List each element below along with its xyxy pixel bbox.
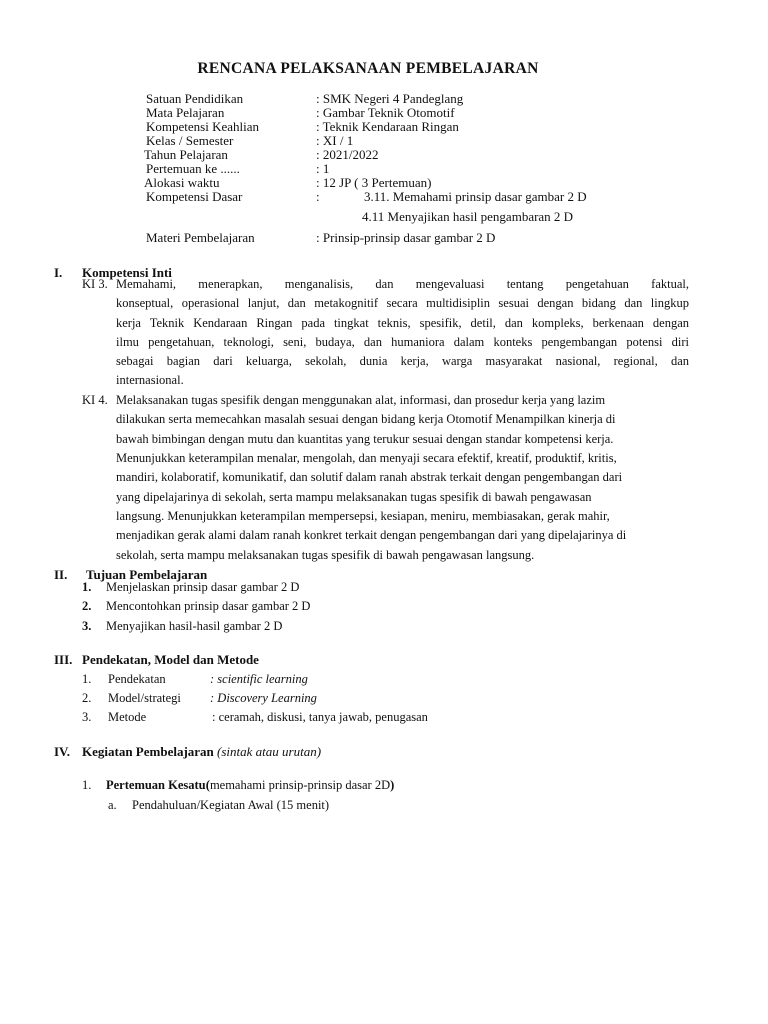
identity-value: : Prinsip-prinsip dasar gambar 2 D: [316, 230, 496, 245]
ki-text-line: konseptual, operasional lanjut, dan metakognitif secara multidisiplin sesuai dengan bidang dan lingkup: [116, 296, 689, 310]
ki-text-line: dilakukan serta memecahkan masalah sesuai dengan bidang kerja Otomotif Menampilkan kinerja di: [116, 412, 616, 426]
list-label: Metode: [108, 710, 147, 724]
list-number: 1.: [82, 672, 92, 686]
identity-label: Kompetensi Keahlian: [146, 119, 259, 134]
section-number: I.: [54, 265, 63, 280]
paren-open: (: [205, 778, 210, 792]
list-label: Pendekatan: [108, 672, 166, 686]
sub-list-number: a.: [108, 798, 117, 812]
list-number: 3.: [82, 619, 92, 633]
identity-label: Materi Pembelajaran: [146, 230, 255, 245]
identity-value: : Teknik Kendaraan Ringan: [316, 119, 459, 134]
section-title-note: (sintak atau urutan): [217, 744, 322, 759]
list-number: 2.: [82, 691, 92, 705]
identity-label: Alokasi waktu: [144, 175, 220, 190]
ki-text-line: menjadikan gerak alami dalam ranah konkret terkait dengan pengembangan dari yang dipelajarinya di: [116, 528, 627, 542]
identity-label: Kompetensi Dasar: [146, 189, 243, 204]
identity-label: Mata Pelajaran: [146, 105, 225, 120]
kd-item: 3.11. Memahami prinsip dasar gambar 2 D: [364, 189, 587, 204]
list-number: 2.: [82, 599, 92, 613]
list-value: : Discovery Learning: [210, 691, 317, 705]
list-item: Menyajikan hasil-hasil gambar 2 D: [106, 619, 283, 633]
identity-label: Pertemuan ke ......: [146, 161, 240, 176]
list-value: : ceramah, diskusi, tanya jawab, penugasan: [212, 710, 428, 724]
ki-text-line: bawah bimbingan dengan mutu dan kuantitas yang terukur sesuai dengan standar kompetensi kerja.: [116, 432, 614, 446]
identity-value: : 12 JP ( 3 Pertemuan): [316, 175, 432, 190]
paren-close: ): [390, 778, 395, 792]
section-title: Pendekatan, Model dan Metode: [82, 652, 259, 667]
section-title-row: [82, 744, 321, 760]
section-number: III.: [54, 652, 73, 667]
list-item: Mencontohkan prinsip dasar gambar 2 D: [106, 599, 311, 613]
section-title: Tujuan Pembelajaran: [86, 567, 208, 582]
section-title: Kegiatan Pembelajaran: [82, 744, 214, 759]
ki-text-line: kerja Teknik Kendaraan Ringan pada tingkat teknis, spesifik, detil, dan kompleks, berkenaan dengan: [116, 316, 689, 330]
identity-value: :: [316, 189, 320, 204]
identity-value: : 2021/2022: [316, 147, 379, 162]
identity-label: Satuan Pendidikan: [146, 91, 244, 106]
list-number: 3.: [82, 710, 92, 724]
identity-value: : XI / 1: [316, 133, 354, 148]
identity-label: Tahun Pelajaran: [144, 147, 228, 162]
ki-label: KI 4.: [82, 393, 108, 407]
section-number: II.: [54, 567, 68, 582]
ki-text-line: mandiri, kolaboratif, komunikatif, dan solutif dalam ranah abstrak terkait dengan pengembangan dari: [116, 470, 623, 484]
identity-label: Kelas / Semester: [146, 133, 234, 148]
document-title: RENCANA PELAKSANAAN PEMBELAJARAN: [197, 60, 539, 77]
sub-list-item: Pendahuluan/Kegiatan Awal (15 menit): [132, 798, 330, 812]
identity-value: : SMK Negeri 4 Pandeglang: [316, 91, 464, 106]
ki-text-line: Menunjukkan keterampilan menalar, mengolah, dan menyaji secara efektif, kreatif, produktif, kritis,: [116, 451, 617, 465]
ki-text-line: langsung. Menunjukkan keterampilan mempersepsi, kesiapan, meniru, membiasakan, gerak mahir,: [116, 509, 610, 523]
ki-text-line: Memahami, menerapkan, menganalisis, dan mengevaluasi tentang pengetahuan faktual,: [116, 277, 689, 291]
ki-text-line: sekolah, serta mampu melaksanakan tugas spesifik di bawah pengawasan langsung.: [116, 548, 535, 562]
ki-text-line: sebagai bagian dari keluarga, sekolah, dunia kerja, warga masyarakat nasional, regional, dan: [116, 354, 689, 368]
ki-text-line: ilmu pengetahuan, teknologi, seni, budaya, dan humaniora dalam konteks pengembangan potensi diri: [116, 335, 689, 349]
meeting-title: Pertemuan Kesatu: [106, 778, 206, 792]
ki-text-line: yang dipelajarinya di sekolah, serta mampu melaksanakan tugas spesifik di bawah pengawasan: [116, 490, 592, 504]
section-number: IV.: [54, 744, 71, 759]
meeting-description: memahami prinsip-prinsip dasar 2D: [209, 778, 391, 792]
list-value: : scientific learning: [210, 672, 308, 686]
ki-label: KI 3.: [82, 277, 108, 291]
identity-value: : Gambar Teknik Otomotif: [316, 105, 455, 120]
ki-text-line: Melaksanakan tugas spesifik dengan menggunakan alat, informasi, dan prosedur kerja yang lazim: [116, 393, 606, 407]
ki-text-line: internasional.: [116, 373, 184, 387]
list-number: 1.: [82, 580, 92, 594]
section-title: Kompetensi Inti: [82, 265, 172, 280]
kd-item: 4.11 Menyajikan hasil pengambaran 2 D: [362, 209, 574, 224]
identity-value: : 1: [316, 161, 330, 176]
list-label: Model/strategi: [108, 691, 181, 705]
list-number: 1.: [82, 778, 92, 792]
list-item: Menjelaskan prinsip dasar gambar 2 D: [106, 580, 300, 594]
meeting-heading: [106, 778, 394, 793]
